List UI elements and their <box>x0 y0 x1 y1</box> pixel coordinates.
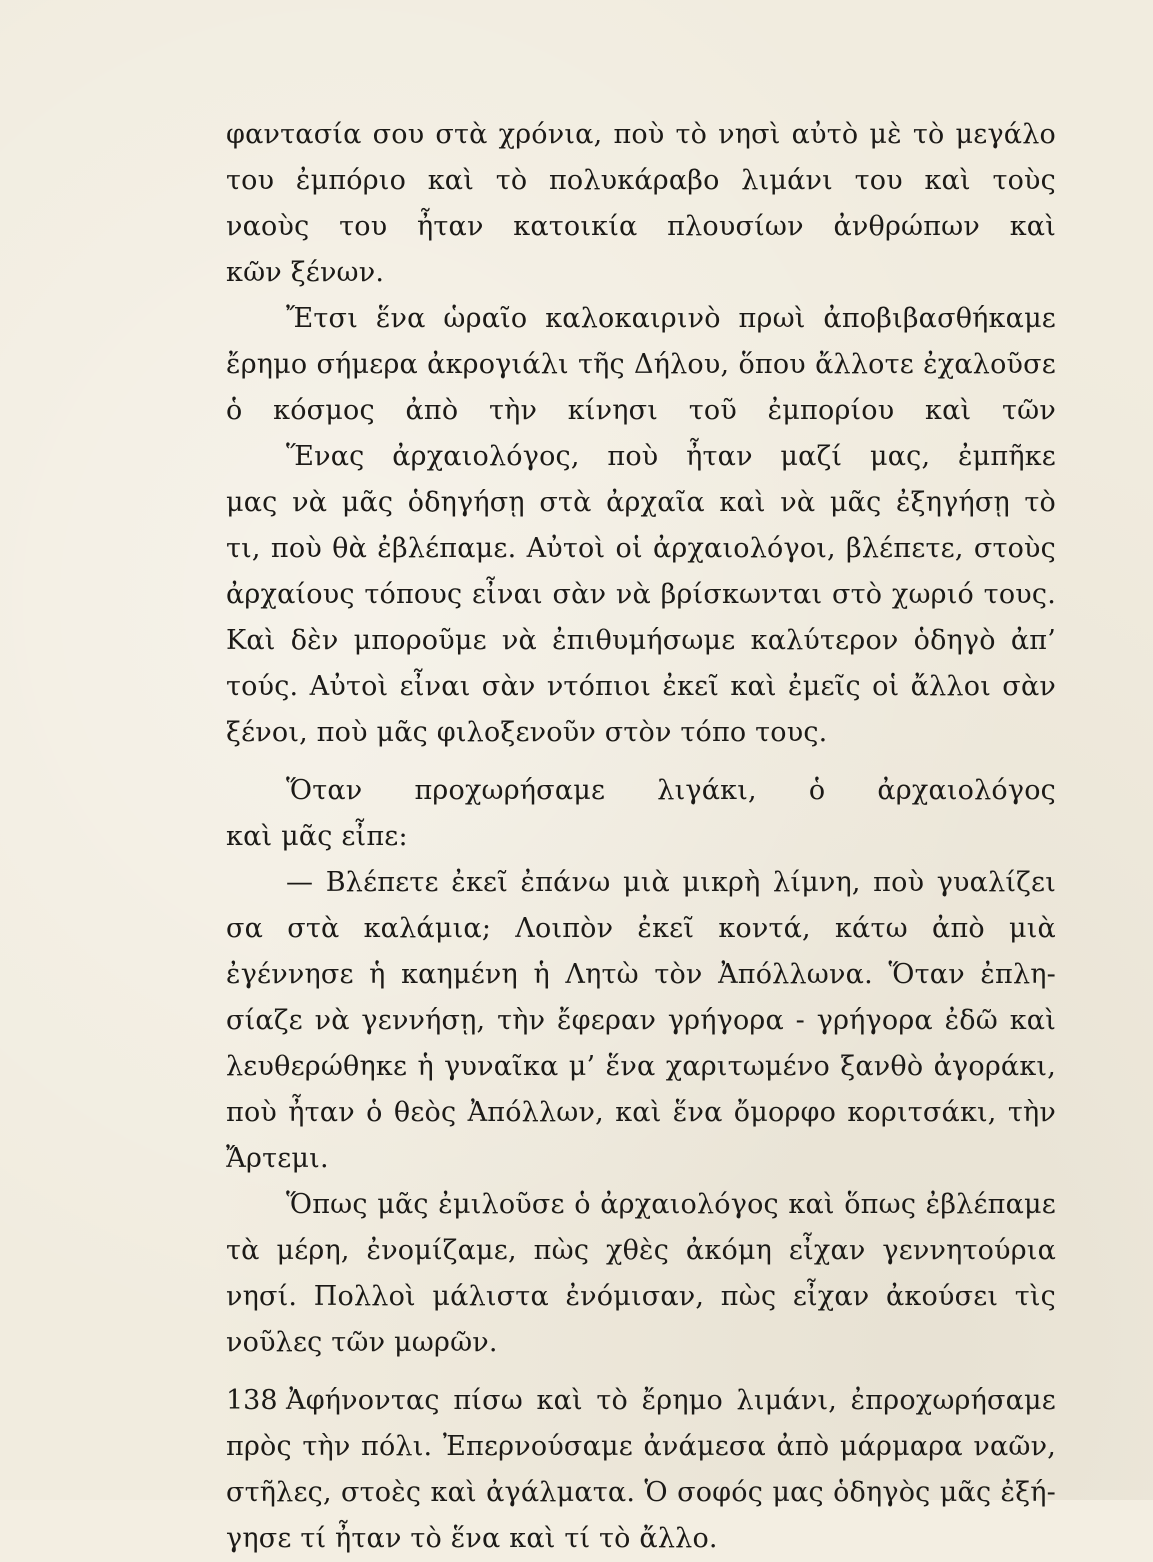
text-line: γησε τί ἦταν τὸ ἕνα καὶ τί τὸ ἄλλο. <box>226 1523 718 1554</box>
text-line: Καὶ δὲν μποροῦμε νὰ ἐπιθυμήσωμε καλύτερον ὁδηγὸ ἀπ’ <box>226 625 1056 656</box>
paragraph-5 <box>226 1182 1056 1366</box>
paragraph-2 <box>226 296 1056 756</box>
text-line: Ὅταν προχωρήσαμε λιγάκι, ὁ ἀρχαιολόγος <box>286 775 1056 806</box>
text-line: στῆλες, στοὲς καὶ ἀγάλματα. Ὁ σοφός μας ὁδηγὸς μᾶς ἐξή- <box>226 1477 1056 1508</box>
text-line: του ἐμπόριο καὶ τὸ πολυκάραβο λιμάνι του καὶ τοὺς <box>226 165 1056 196</box>
text-line: φαντασία σου στὰ χρόνια, ποὺ τὸ νησὶ αὐτὸ μὲ τὸ μεγάλο <box>226 119 1056 150</box>
paragraph-1 <box>226 112 1056 296</box>
text-line: κῶν ξένων. <box>226 257 385 288</box>
text-line: νησί. Πολλοὶ μάλιστα ἐνόμισαν, πὼς εἶχαν ἀκούσει τὶς <box>226 1281 1056 1312</box>
text-line: ὁ κόσμος ἀπὸ τὴν κίνησι τοῦ ἐμπορίου καὶ τῶν <box>226 395 1056 426</box>
text-line: Ἀφήνοντας πίσω καὶ τὸ ἔρημο λιμάνι, ἐπροχωρήσαμε <box>286 1385 1056 1416</box>
text-line: Ἄρτεμι. <box>226 1143 329 1174</box>
text-line: Ἕνας ἀρχαιολόγος, ποὺ ἦταν μαζί μας, ἐμπῆκε <box>286 441 1056 472</box>
text-line: ἀρχαίους τόπους εἶναι σὰν νὰ βρίσκωνται στὸ χωριό τους. <box>226 579 1056 610</box>
text-line: μας νὰ μᾶς ὁδηγήσῃ στὰ ἀρχαῖα καὶ νὰ μᾶς ἐξηγήσῃ τὸ <box>226 487 1056 518</box>
text-line: καὶ μᾶς εἶπε: <box>226 821 408 852</box>
text-line: ἔρημο σήμερα ἀκρογιάλι τῆς Δήλου, ὅπου ἄλλοτε ἐχαλοῦσε <box>226 349 1056 380</box>
body-text <box>226 112 1056 1562</box>
paragraph-spacing <box>226 756 1056 768</box>
text-line: Ὅπως μᾶς ἐμιλοῦσε ὁ ἀρχαιολόγος καὶ ὅπως ἐβλέπαμε <box>286 1189 1056 1220</box>
text-line: ξένοι, ποὺ μᾶς φιλοξενοῦν στὸν τόπο τους. <box>226 717 828 748</box>
page-number: 138 <box>226 1385 278 1416</box>
text-line: ἐγέννησε ἡ καημένη ἡ Λητὼ τὸν Ἀπόλλωνα. Ὅταν ἐπλη- <box>226 959 1056 990</box>
text-line: Ἔτσι ἕνα ὡραῖο καλοκαιρινὸ πρωὶ ἀποβιβασθήκαμε <box>286 303 1056 334</box>
text-line: σίαζε νὰ γεννήσῃ, τὴν ἔφεραν γρήγορα - γρήγορα ἐδῶ καὶ <box>226 1005 1056 1036</box>
text-line: — Βλέπετε ἐκεῖ ἐπάνω μιὰ μικρὴ λίμνη, ποὺ γυαλίζει <box>286 867 1056 898</box>
paragraph-spacing <box>226 1366 1056 1378</box>
text-line: σα στὰ καλάμια; Λοιπὸν ἐκεῖ κοντά, κάτω ἀπὸ μιὰ <box>226 913 1056 944</box>
paragraph-4 <box>226 860 1056 1182</box>
text-line: τὰ μέρη, ἐνομίζαμε, πὼς χθὲς ἀκόμη εἶχαν γεννητούρια <box>226 1235 1056 1266</box>
text-line: ποὺ ἦταν ὁ θεὸς Ἀπόλλων, καὶ ἕνα ὄμορφο κοριτσάκι, τὴν <box>226 1097 1056 1128</box>
text-line: ναοὺς του ἦταν κατοικία πλουσίων ἀνθρώπων καὶ <box>226 211 1056 242</box>
text-line: λευθερώθηκε ἡ γυναῖκα μ’ ἕνα χαριτωμένο ξανθὸ ἀγοράκι, <box>226 1051 1056 1082</box>
text-line: τι, ποὺ θὰ ἐβλέπαμε. Αὐτοὶ οἱ ἀρχαιολόγοι, βλέπετε, στοὺς <box>226 533 1056 564</box>
paragraph-6 <box>226 1378 1056 1562</box>
text-line: πρὸς τὴν πόλι. Ἐπερνούσαμε ἀνάμεσα ἀπὸ μάρμαρα ναῶν, <box>226 1431 1056 1462</box>
text-line: τούς. Αὐτοὶ εἶναι σὰν ντόπιοι ἐκεῖ καὶ ἐμεῖς οἱ ἄλλοι σὰν <box>226 671 1056 702</box>
paragraph-3 <box>226 768 1056 860</box>
text-line: νοῦλες τῶν μωρῶν. <box>226 1327 498 1358</box>
